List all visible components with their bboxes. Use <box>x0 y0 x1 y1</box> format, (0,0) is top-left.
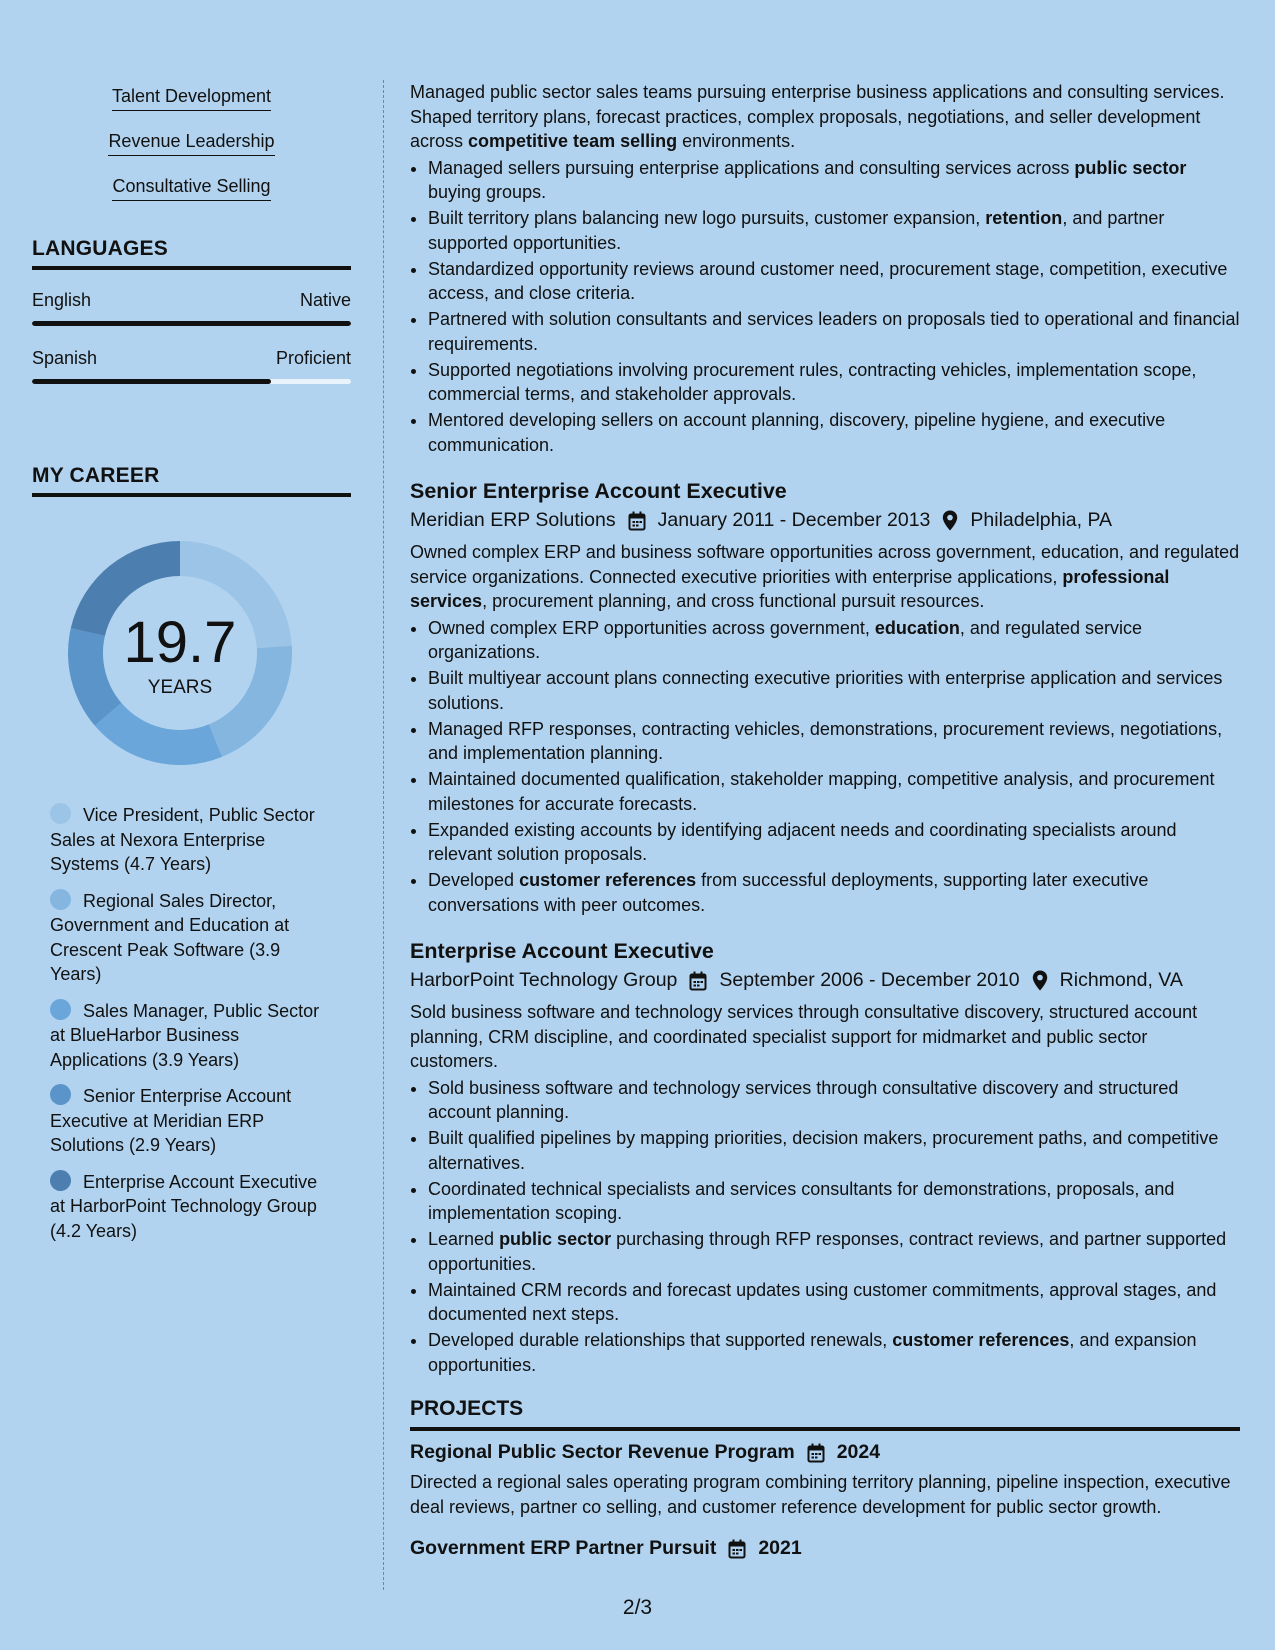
career-item-text: Enterprise Account Executive at HarborPoint Technology Group (4.2 Years) <box>50 1171 318 1241</box>
calendar-icon <box>689 971 707 991</box>
bullet-item: • Built territory plans balancing new logo pursuits, customer expansion, retention, and partner supported opportunities. <box>428 206 1240 255</box>
bullet-item: • Maintained documented qualification, stakeholder mapping, competitive analysis, and procurement milestones for accurate forecasts. <box>428 767 1240 816</box>
bullet-item: • Owned complex ERP opportunities across government, education, and regulated service organizations. <box>428 616 1240 665</box>
column-divider <box>383 80 384 1590</box>
project-entry <box>410 1537 1240 1560</box>
job-entry <box>410 939 1240 1377</box>
language-entry <box>32 290 351 326</box>
career-section <box>32 464 351 1243</box>
page-number: 2/3 <box>622 1596 653 1619</box>
job-location: Philadelphia, PA <box>970 509 1113 531</box>
job-bullets <box>410 616 1240 918</box>
bullet-item: • Supported negotiations involving procurement rules, contracting vehicles, implementation scope, commercial terms, and stakeholder approvals. <box>428 358 1240 407</box>
skill-item: Talent Development <box>112 82 271 111</box>
projects-list <box>410 1441 1240 1560</box>
job-company: HarborPoint Technology Group <box>410 969 678 991</box>
language-entry <box>32 348 351 384</box>
languages-heading: LANGUAGES <box>32 237 351 270</box>
bullet-item: • Developed customer references from successful deployments, supporting later executive conversations with peer outcomes. <box>428 868 1240 917</box>
intro-role <box>410 80 1240 457</box>
career-list <box>50 803 335 1243</box>
job-entry <box>410 479 1240 917</box>
bullet-item: • Learned public sector purchasing through RFP responses, contract reviews, and partner supported opportunities. <box>428 1227 1240 1276</box>
legend-dot <box>50 803 71 824</box>
jobs-list <box>410 479 1240 1377</box>
job-company: Meridian ERP Solutions <box>410 509 616 531</box>
career-item-text: Senior Enterprise Account Executive at Meridian ERP Solutions (2.9 Years) <box>50 1086 292 1155</box>
career-total-years: 19.7 <box>123 610 237 675</box>
project-title: Government ERP Partner Pursuit <box>410 1537 717 1559</box>
career-item <box>50 1170 335 1244</box>
project-description: Directed a regional sales operating program combining territory planning, pipeline inspection, executive deal reviews, partner co selling, and customer reference development for public sector growth. <box>410 1472 1231 1517</box>
career-donut-chart <box>66 539 294 767</box>
location-pin-icon <box>1032 970 1048 991</box>
career-item-text: Sales Manager, Public Sector at BlueHarbor Business Applications (3.9 Years) <box>50 1000 320 1070</box>
bullet-item: • Developed durable relationships that supported renewals, customer references, and expansion opportunities. <box>428 1328 1240 1377</box>
bullet-item: • Coordinated technical specialists and services consultants for demonstrations, proposals, and implementation scoping. <box>428 1177 1240 1226</box>
calendar-icon <box>728 1539 746 1559</box>
career-item-text: Regional Sales Director, Government and Education at Crescent Peak Software (3.9 Years) <box>50 890 290 984</box>
bullet-item: • Built multiyear account plans connecting executive priorities with enterprise application and services solutions. <box>428 666 1240 715</box>
project-year: 2021 <box>758 1537 802 1559</box>
language-name: English <box>32 290 92 310</box>
bullet-item: • Partnered with solution consultants and services leaders on proposals tied to operational and financial requirements. <box>428 307 1240 356</box>
sidebar <box>32 82 351 1255</box>
legend-dot <box>50 999 71 1020</box>
legend-dot <box>50 1170 71 1191</box>
calendar-icon <box>628 511 646 531</box>
role-bullets <box>410 156 1240 458</box>
career-item-text: Vice President, Public Sector Sales at Nexora Enterprise Systems (4.7 Years) <box>50 805 315 874</box>
main-content <box>410 80 1240 1560</box>
languages-section <box>32 237 351 384</box>
project-entry <box>410 1441 1240 1519</box>
skill-item: Revenue Leadership <box>108 127 274 156</box>
language-bar <box>32 379 351 384</box>
bullet-item: • Managed sellers pursuing enterprise applications and consulting services across public sector buying groups. <box>428 156 1240 205</box>
job-dates: January 2011 - December 2013 <box>657 509 931 531</box>
job-description: Sold business software and technology services through consultative discovery, structured account planning, CRM discipline, and coordinated specialist support for midmarket and public sector customers. <box>410 1002 1198 1071</box>
bullet-item: • Standardized opportunity reviews around customer need, procurement stage, competition, executive access, and close criteria. <box>428 257 1240 306</box>
career-item <box>50 889 335 987</box>
location-pin-icon <box>942 510 958 531</box>
language-level: Proficient <box>275 348 351 368</box>
job-title: Senior Enterprise Account Executive <box>410 479 787 503</box>
legend-dot <box>50 889 71 910</box>
career-total-unit: YEARS <box>147 677 213 698</box>
career-item <box>50 1084 335 1158</box>
job-title: Enterprise Account Executive <box>410 939 714 963</box>
job-meta <box>410 969 1240 992</box>
calendar-icon <box>807 1443 825 1463</box>
role-description: Managed public sector sales teams pursuing enterprise business applications and consulting services. Shaped territory plans, forecast practices, complex proposals, negotiations, and seller development across competitive team selling environments. <box>410 82 1225 151</box>
job-description: Owned complex ERP and business software opportunities across government, education, and regulated service organizations. Connected executive priorities with enterprise applications, professional services, procurement planning, and cross functional pursuit resources. <box>410 542 1240 611</box>
bullet-item: • Managed RFP responses, contracting vehicles, demonstrations, procurement reviews, negotiations, and implementation planning. <box>428 717 1240 766</box>
job-location: Richmond, VA <box>1059 969 1183 991</box>
job-dates: September 2006 - December 2010 <box>719 969 1020 991</box>
skills-list <box>32 82 351 217</box>
language-name: Spanish <box>32 348 98 368</box>
career-heading: MY CAREER <box>32 464 351 497</box>
language-bar <box>32 321 351 326</box>
legend-dot <box>50 1084 71 1105</box>
career-item <box>50 999 335 1073</box>
bullet-item: • Built qualified pipelines by mapping priorities, decision makers, procurement paths, and competitive alternatives. <box>428 1126 1240 1175</box>
project-title: Regional Public Sector Revenue Program <box>410 1441 795 1463</box>
project-year: 2024 <box>836 1441 881 1463</box>
job-meta <box>410 509 1240 532</box>
career-item <box>50 803 335 877</box>
bullet-item: • Maintained CRM records and forecast updates using customer commitments, approval stages, and documented next steps. <box>428 1278 1240 1327</box>
skill-item: Consultative Selling <box>112 172 270 201</box>
job-bullets <box>410 1076 1240 1378</box>
bullet-item: • Sold business software and technology services through consultative discovery and structured account planning. <box>428 1076 1240 1125</box>
language-bar-fill <box>32 379 271 384</box>
bullet-item: • Expanded existing accounts by identifying adjacent needs and coordinating specialists around relevant solution proposals. <box>428 818 1240 867</box>
language-bar-fill <box>32 321 351 326</box>
projects-heading: PROJECTS <box>410 1397 1240 1431</box>
language-level: Native <box>299 290 351 310</box>
bullet-item: • Mentored developing sellers on account planning, discovery, pipeline hygiene, and executive communication. <box>428 408 1240 457</box>
projects-section <box>410 1397 1240 1560</box>
